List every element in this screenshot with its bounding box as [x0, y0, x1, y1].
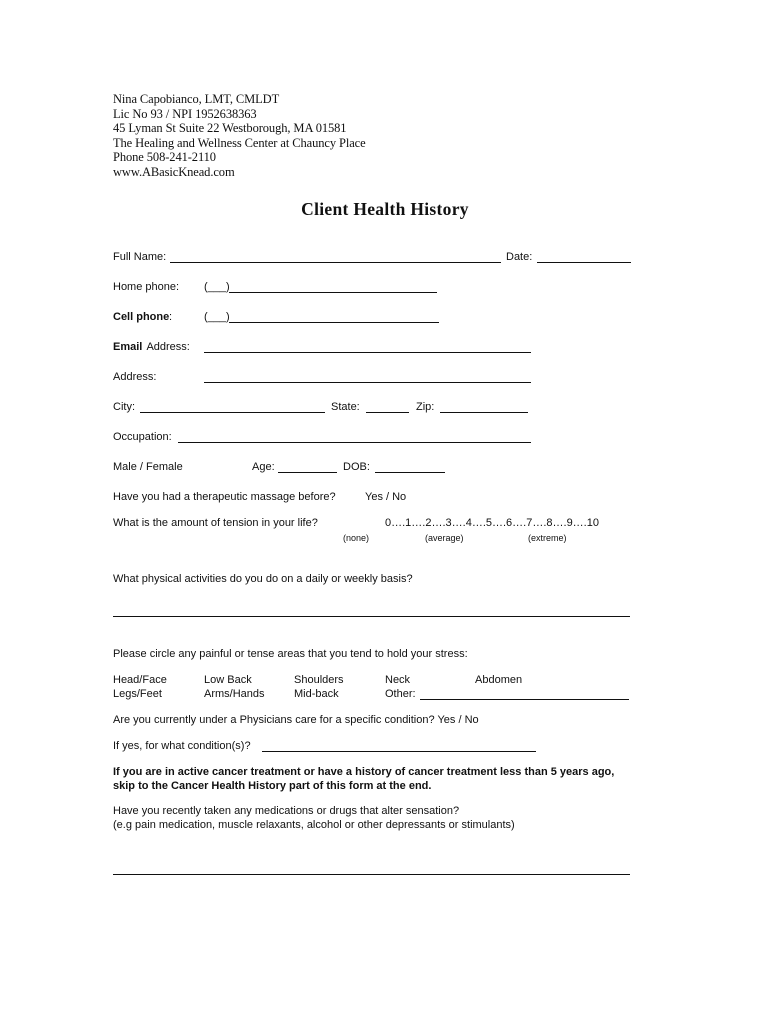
area-neck[interactable]: Neck	[385, 674, 411, 686]
page-title: Client Health History	[301, 199, 469, 219]
area-abdomen[interactable]: Abdomen	[475, 674, 523, 686]
area-legs-feet[interactable]: Legs/Feet	[113, 688, 162, 700]
gender-options[interactable]: Male / Female	[113, 461, 183, 473]
cancer-notice-line1: If you are in active cancer treatment or have a history of cancer treatment less than 5 years ago,	[113, 766, 615, 778]
stress-areas-prompt: Please circle any painful or tense areas that you tend to hold your stress:	[113, 648, 468, 660]
area-mid-back[interactable]: Mid-back	[294, 688, 339, 700]
city-label: City:	[113, 401, 135, 413]
occupation-label: Occupation:	[113, 431, 172, 443]
cell-phone-field[interactable]	[229, 322, 439, 323]
practitioner-header	[113, 92, 366, 180]
home-phone-field[interactable]	[229, 292, 437, 293]
state-label: State:	[331, 401, 360, 413]
full-name-label: Full Name:	[113, 251, 167, 263]
conditions-label: If yes, for what condition(s)?	[113, 740, 251, 752]
area-low-back[interactable]: Low Back	[204, 674, 252, 686]
cell-phone-area-code: (___)	[204, 311, 230, 323]
conditions-field[interactable]	[262, 751, 536, 752]
dob-field[interactable]	[375, 472, 445, 473]
medications-field[interactable]	[113, 874, 630, 875]
area-shoulders[interactable]: Shoulders	[294, 674, 344, 686]
activities-field[interactable]	[113, 616, 630, 617]
home-phone-area-code: (___)	[204, 281, 230, 293]
center-name: The Healing and Wellness Center at Chauncy Place	[113, 135, 366, 150]
address-field[interactable]	[204, 382, 531, 383]
age-field[interactable]	[278, 472, 337, 473]
age-label: Age:	[252, 461, 275, 473]
scale-extreme-label: (extreme)	[528, 533, 567, 543]
state-field[interactable]	[366, 412, 409, 413]
cell-phone-label: Cell phone	[113, 311, 170, 323]
email-label-bold: Email	[113, 341, 143, 353]
medications-question: Have you recently taken any medications or drugs that alter sensation?	[113, 805, 460, 817]
zip-field[interactable]	[440, 412, 528, 413]
zip-label: Zip:	[416, 401, 435, 413]
occupation-field[interactable]	[178, 442, 531, 443]
dob-label: DOB:	[343, 461, 370, 473]
tension-scale[interactable]: 0….1….2….3….4….5….6….7….8….9….10	[385, 517, 599, 529]
medications-examples: (e.g pain medication, muscle relaxants, alcohol or other depressants or stimulants)	[113, 819, 515, 831]
scale-none-label: (none)	[343, 533, 370, 543]
scale-average-label: (average)	[425, 533, 464, 543]
date-label: Date:	[506, 251, 533, 263]
tension-question: What is the amount of tension in your life?	[113, 517, 318, 529]
activities-question: What physical activities do you do on a daily or weekly basis?	[113, 573, 413, 585]
area-head-face[interactable]: Head/Face	[113, 674, 167, 686]
website: www.ABasicKnead.com	[113, 164, 235, 179]
city-field[interactable]	[140, 412, 325, 413]
area-other-field[interactable]	[420, 699, 629, 700]
physician-question[interactable]: Are you currently under a Physicians care for a specific condition? Yes / No	[113, 714, 479, 726]
massage-question: Have you had a therapeutic massage before?	[113, 491, 336, 503]
massage-yes-no[interactable]: Yes / No	[365, 491, 407, 503]
area-arms-hands[interactable]: Arms/Hands	[204, 688, 265, 700]
email-label: Address:	[144, 341, 190, 353]
full-name-field[interactable]	[170, 262, 501, 263]
cell-phone-colon: :	[169, 311, 173, 323]
address-label: Address:	[113, 371, 157, 383]
phone-number: Phone 508-241-2110	[113, 150, 216, 165]
email-field[interactable]	[204, 352, 531, 353]
home-phone-label: Home phone:	[113, 281, 180, 293]
date-field[interactable]	[537, 262, 631, 263]
license-number: Lic No 93 / NPI 1952638363	[113, 106, 257, 121]
area-other-label: Other:	[385, 688, 416, 700]
street-address: 45 Lyman St Suite 22 Westborough, MA 01581	[113, 121, 347, 136]
cancer-notice-line2: skip to the Cancer Health History part of this form at the end.	[113, 780, 432, 792]
practitioner-name: Nina Capobianco, LMT, CMLDT	[113, 92, 280, 106]
